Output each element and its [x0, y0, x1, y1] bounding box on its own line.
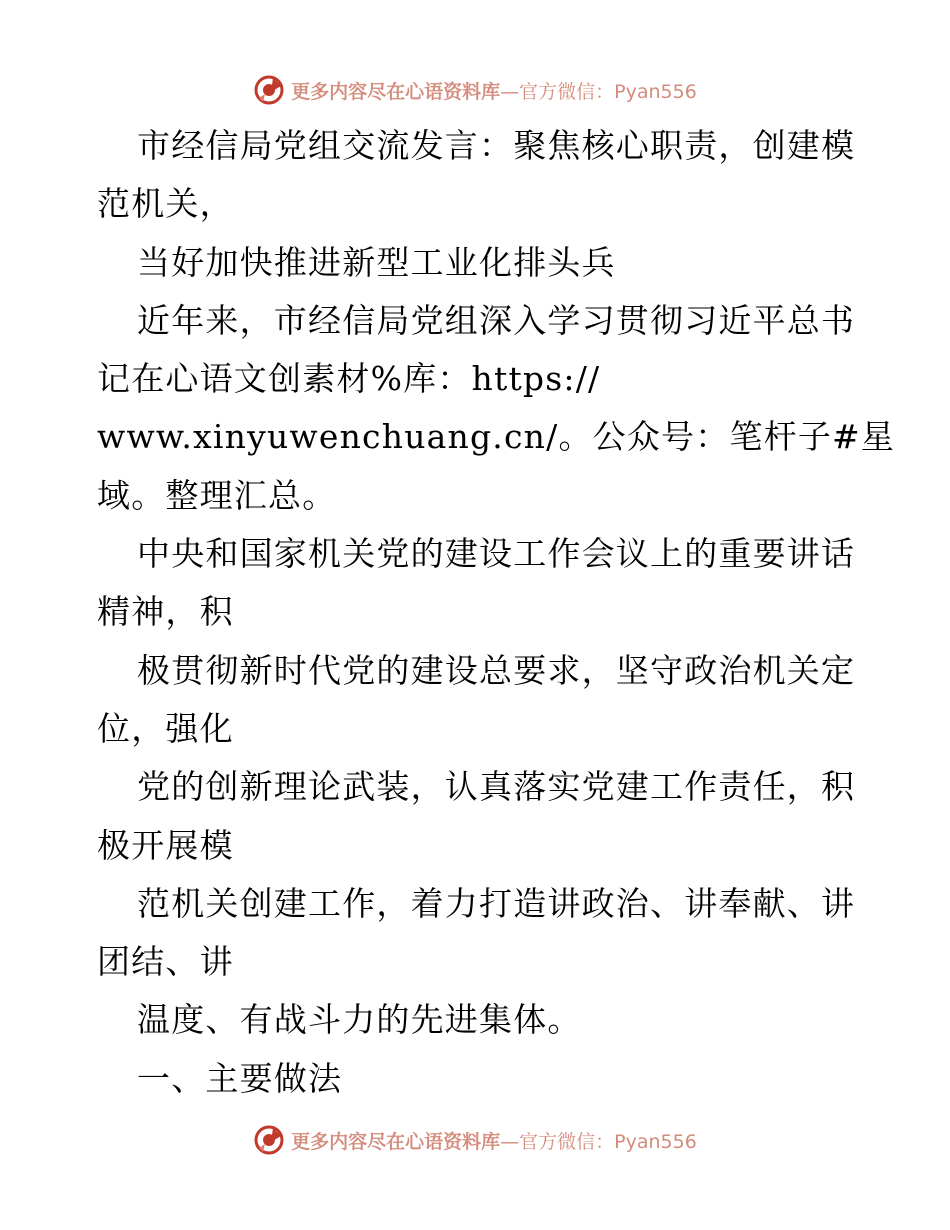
text-line: 市经信局党组交流发言：聚焦核心职责，创建模 [137, 126, 856, 165]
text-line: 极贯彻新时代党的建设总要求，坚守政治机关定 [137, 650, 856, 690]
footer-watermark-banner [0, 1118, 950, 1162]
header-watermark-banner [0, 68, 950, 112]
text-line: 范机关创建工作，着力打造讲政治、讲奉献、讲 [137, 883, 856, 923]
section-heading: 一、主要做法 [137, 1058, 343, 1098]
text-line: www.xinyuwenchuang.cn/。公众号：笔杆子#星 [97, 417, 896, 457]
text-line: 精神，积 [97, 592, 234, 632]
text-line: 极开展模 [97, 825, 234, 865]
logo-icon [253, 1124, 285, 1156]
footer-watermark-contact: —官方微信：Pyan556 [500, 1130, 697, 1153]
text-line: 当好加快推进新型工业化排头兵 [137, 242, 616, 282]
document-body [97, 117, 896, 1108]
text-line: 记在心语文创素材%库：https:// [97, 359, 601, 399]
header-watermark-contact: —官方微信：Pyan556 [500, 80, 697, 103]
text-line: 温度、有战斗力的先进集体。 [137, 1000, 582, 1040]
footer-watermark-text: 更多内容尽在心语资料库 [291, 1130, 501, 1153]
logo-icon [253, 74, 285, 106]
text-line: 位，强化 [97, 708, 234, 748]
header-watermark-text: 更多内容尽在心语资料库 [291, 80, 501, 103]
text-line: 范机关， [97, 184, 234, 224]
text-line: 域。整理汇总。 [97, 475, 337, 515]
text-line: 近年来，市经信局党组深入学习贯彻习近平总书 [137, 300, 856, 340]
text-line: 团结、讲 [97, 942, 234, 982]
text-line: 党的创新理论武装，认真落实党建工作责任，积 [137, 767, 856, 807]
text-line: 中央和国家机关党的建设工作会议上的重要讲话 [137, 534, 856, 574]
